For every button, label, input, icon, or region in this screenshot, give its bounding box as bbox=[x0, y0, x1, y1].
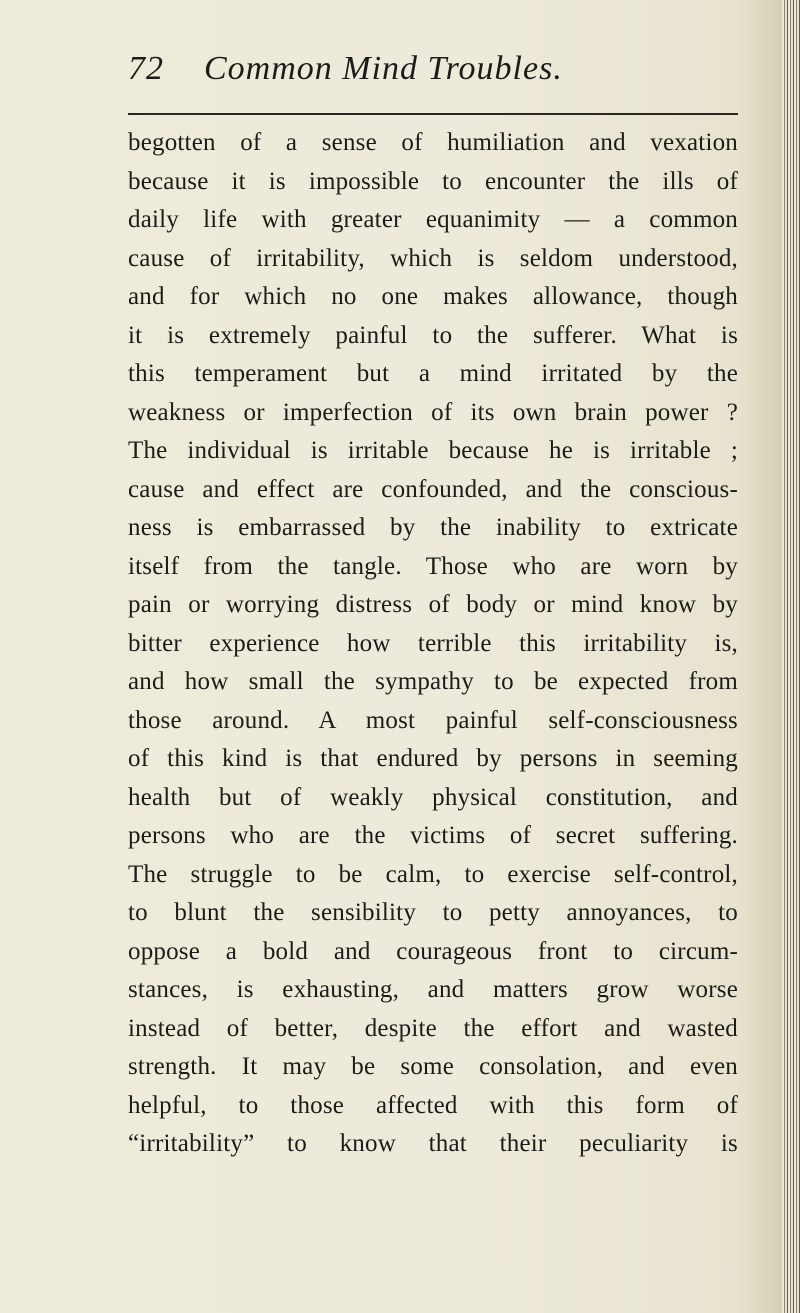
header-rule bbox=[128, 113, 738, 115]
text-line: instead of better, despite the effort and wasted bbox=[128, 1014, 738, 1042]
text-line: begotten of a sense of humiliation and vexation bbox=[128, 129, 738, 156]
text-line: health but of weakly physical constitution, and bbox=[128, 783, 738, 811]
text-line: weakness or imperfection of its own brain power ? bbox=[128, 398, 738, 426]
text-line: ness is embarrassed by the inability to extricate bbox=[128, 514, 738, 541]
page-edge-decoration bbox=[782, 0, 800, 1313]
text-line: cause and effect are confounded, and the conscious- bbox=[128, 475, 738, 503]
text-line: of this kind is that endured by persons in seeming bbox=[128, 745, 738, 772]
text-line: and for which no one makes allowance, though bbox=[128, 283, 738, 310]
page-number: 72 bbox=[128, 50, 164, 87]
text-line: The struggle to be calm, to exercise self-control, bbox=[128, 860, 738, 888]
text-line: The individual is irritable because he is irritable ; bbox=[128, 437, 738, 464]
text-line: persons who are the victims of secret suffering. bbox=[128, 822, 738, 849]
text-line: because it is impossible to encounter the ills of bbox=[128, 167, 738, 195]
text-line: to blunt the sensibility to petty annoyances, to bbox=[128, 899, 738, 926]
text-line: cause of irritability, which is seldom understood, bbox=[128, 244, 738, 272]
text-line: daily life with greater equanimity — a common bbox=[128, 206, 738, 233]
text-line: it is extremely painful to the sufferer. What is bbox=[128, 321, 738, 349]
text-line: helpful, to those affected with this form of bbox=[128, 1091, 738, 1119]
running-title: Common Mind Troubles. bbox=[204, 50, 563, 87]
page-header bbox=[128, 50, 738, 104]
text-line: and how small the sympathy to be expected from bbox=[128, 668, 738, 695]
text-line: pain or worrying distress of body or mind know by bbox=[128, 591, 738, 618]
text-line: stances, is exhausting, and matters grow worse bbox=[128, 976, 738, 1003]
text-line: bitter experience how terrible this irritability is, bbox=[128, 629, 738, 657]
body-paragraph bbox=[128, 124, 738, 1164]
text-line: strength. It may be some consolation, and even bbox=[128, 1053, 738, 1080]
text-line: itself from the tangle. Those who are worn by bbox=[128, 552, 738, 580]
text-line: oppose a bold and courageous front to circum- bbox=[128, 937, 738, 965]
text-line: “irritability” to know that their peculiarity is bbox=[128, 1130, 738, 1157]
text-line: those around. A most painful self-consciousness bbox=[128, 706, 738, 734]
text-line: this temperament but a mind irritated by the bbox=[128, 360, 738, 387]
